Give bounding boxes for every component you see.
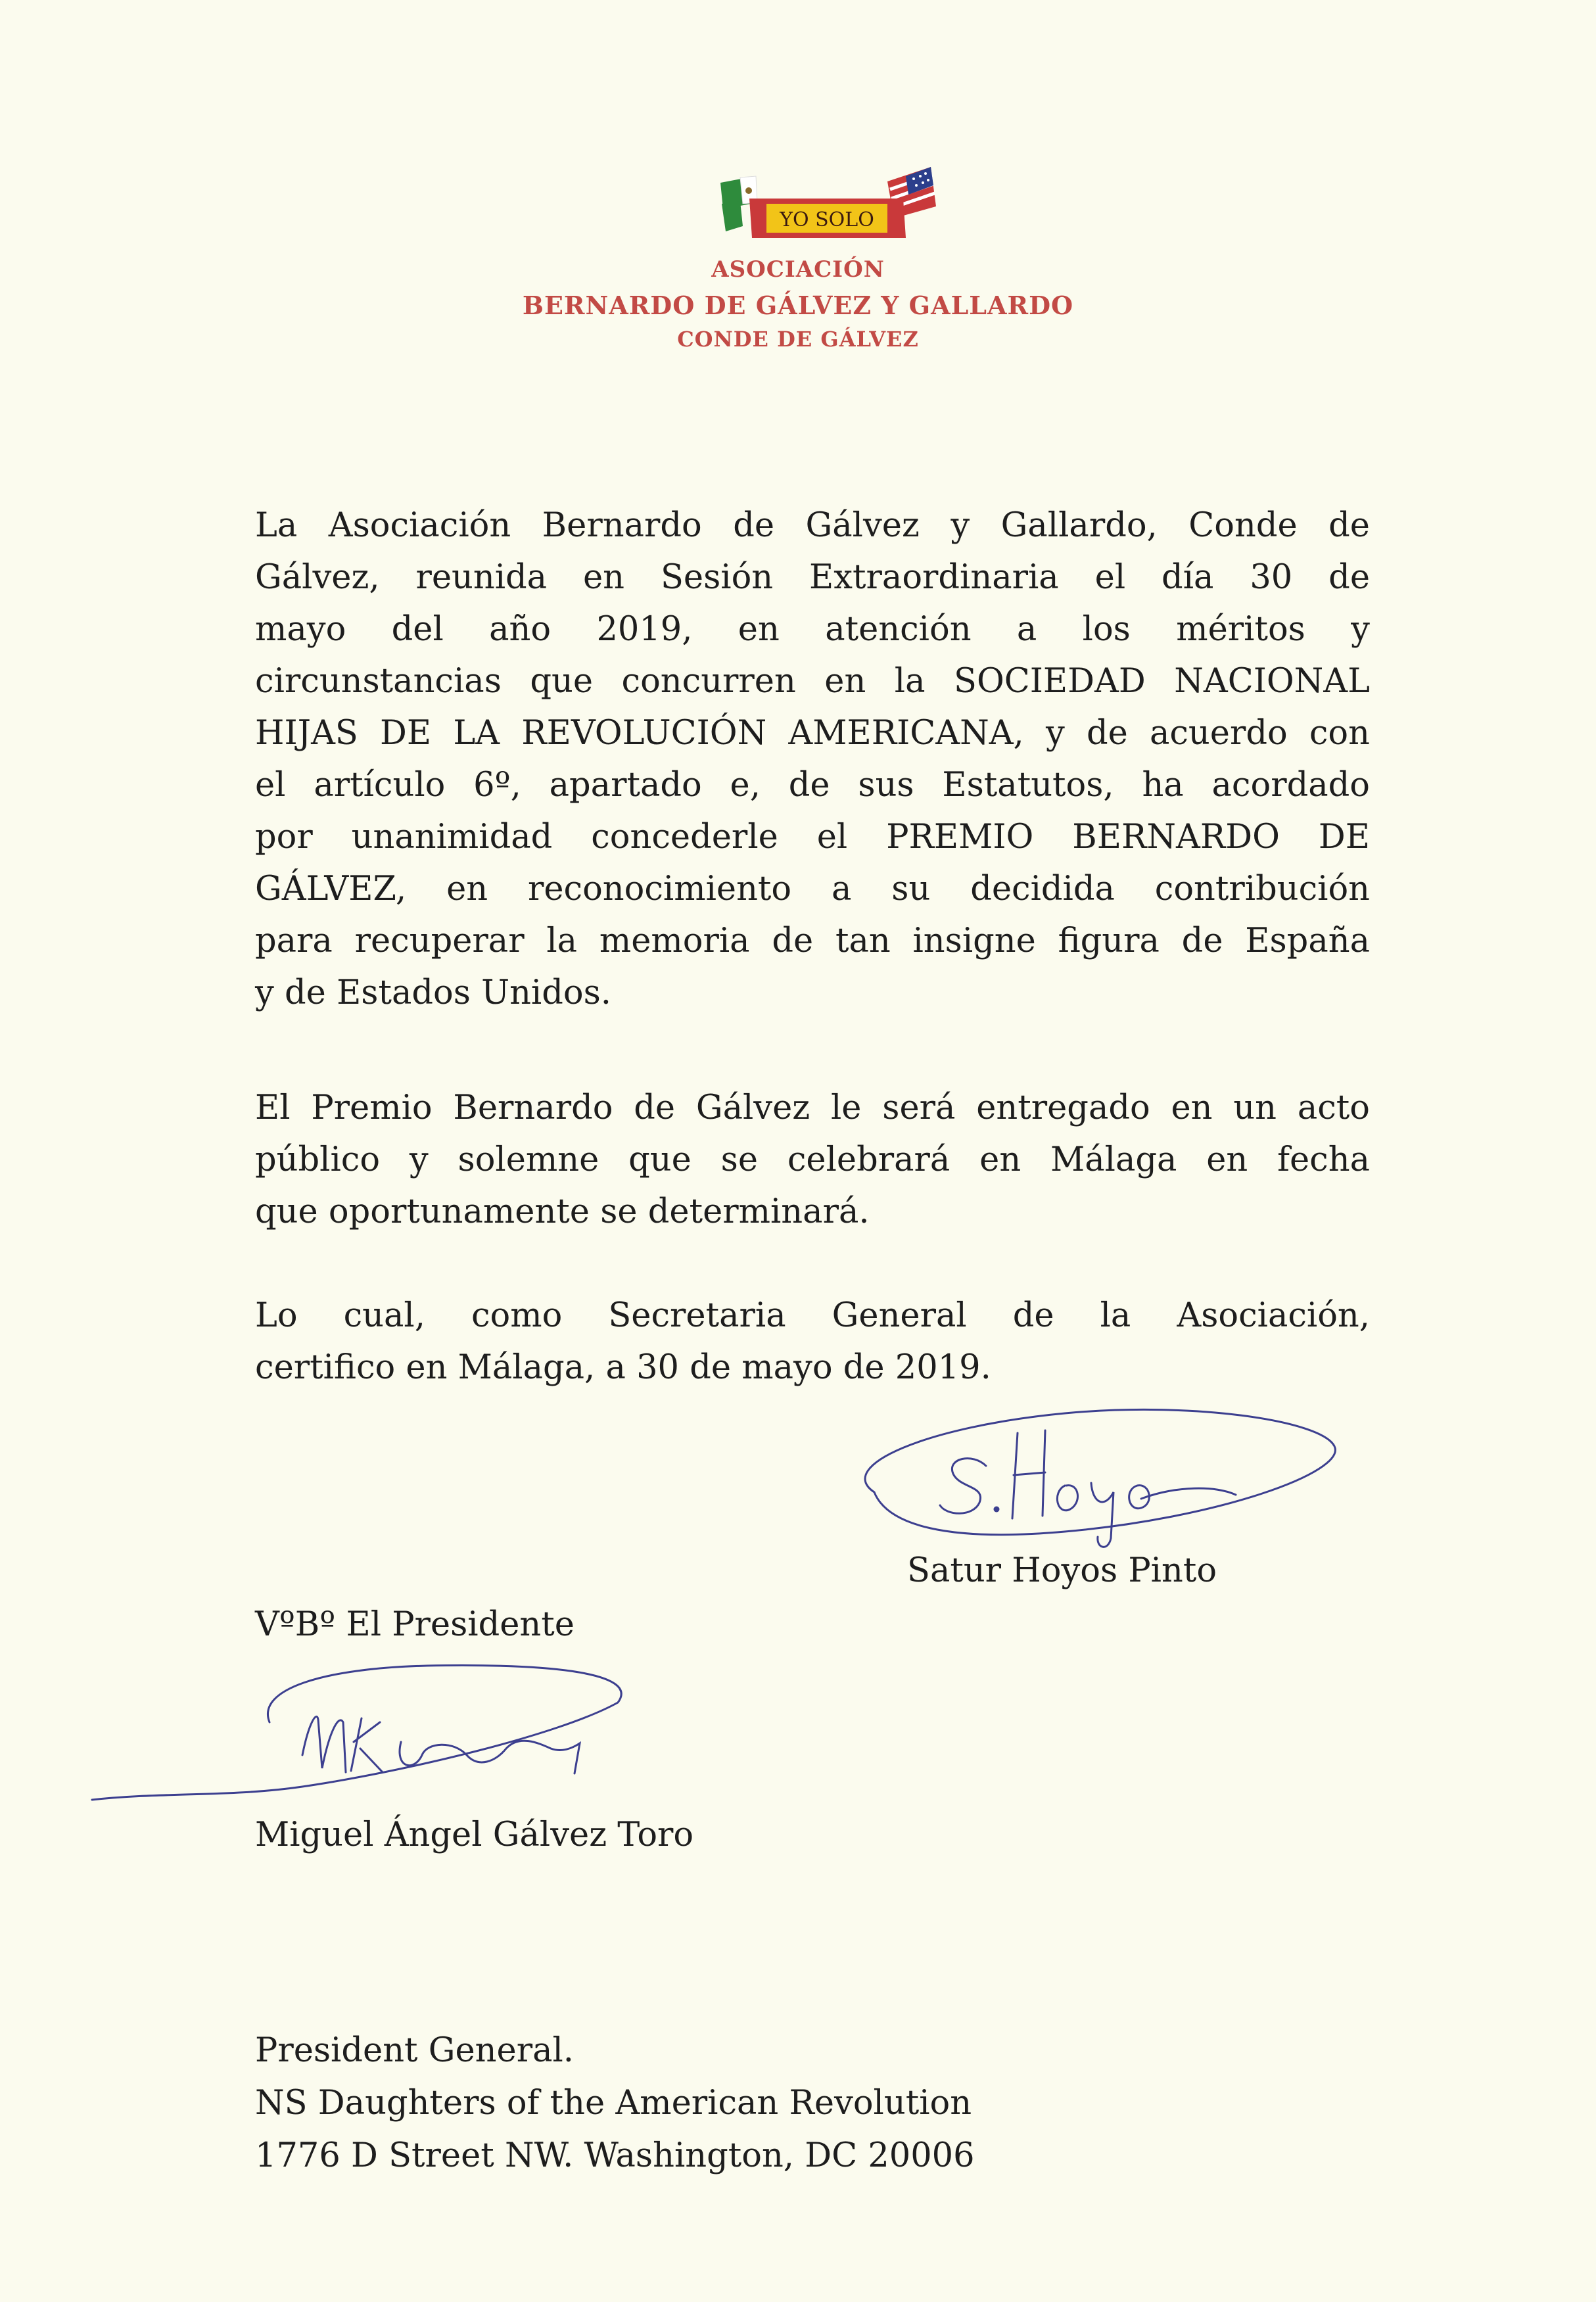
org-name-line-1: ASOCIACIÓN	[711, 256, 885, 283]
recipient-street-address: 1776 D Street NW. Washington, DC 20006	[255, 2136, 975, 2175]
paragraph-award	[255, 1082, 1370, 1238]
text-line: El Premio Bernardo de Gálvez le será entregado en un acto	[255, 1089, 1370, 1127]
text-line: que oportunamente se determinará.	[255, 1192, 870, 1231]
org-name-line-2: BERNARDO DE GÁLVEZ Y GALLARDO	[522, 291, 1074, 320]
text-line: Gálvez, reunida en Sesión Extraordinaria el día 30 de	[255, 558, 1370, 597]
text-line: Lo cual, como Secretaria General de la Asociación,	[255, 1296, 1370, 1335]
vobo-president-label: VºBº El Presidente	[255, 1605, 575, 1644]
text-line: GÁLVEZ, en reconocimiento a su decidida contribución	[255, 870, 1370, 908]
paragraph-resolution	[255, 500, 1370, 1019]
text-line: circunstancias que concurren en la SOCIEDAD NACIONAL	[255, 662, 1370, 701]
secretary-signature	[848, 1387, 1354, 1551]
secretary-name: Satur Hoyos Pinto	[907, 1551, 1217, 1590]
text-line: La Asociación Bernardo de Gálvez y Gallardo, Conde de	[255, 506, 1370, 545]
yo-solo-logo	[709, 163, 941, 248]
text-line: certifico en Málaga, a 30 de mayo de 2019.	[255, 1348, 991, 1387]
president-name: Miguel Ángel Gálvez Toro	[255, 1816, 694, 1854]
text-line: el artículo 6º, apartado e, de sus Estatutos, ha acordado	[255, 766, 1370, 805]
paragraph-certification	[255, 1290, 1370, 1394]
text-line: para recuperar la memoria de tan insigne figura de España	[255, 922, 1370, 960]
text-line: por unanimidad concederle el PREMIO BERNARDO DE	[255, 818, 1370, 857]
text-line: HIJAS DE LA REVOLUCIÓN AMERICANA, y de acuerdo con	[255, 714, 1370, 753]
president-signature	[85, 1656, 631, 1814]
text-line: mayo del año 2019, en atención a los méritos y	[255, 610, 1370, 649]
text-line: y de Estados Unidos.	[255, 974, 611, 1012]
recipient-organization: NS Daughters of the American Revolution	[255, 2084, 972, 2123]
recipient-title: President General.	[255, 2031, 574, 2070]
recipient-address	[255, 2025, 975, 2182]
text-line: público y solemne que se celebrará en Málaga en fecha	[255, 1140, 1370, 1179]
org-name-line-3: CONDE DE GÁLVEZ	[677, 327, 919, 352]
banner-text: YO SOLO	[780, 208, 874, 231]
yo-solo-banner	[749, 199, 906, 238]
